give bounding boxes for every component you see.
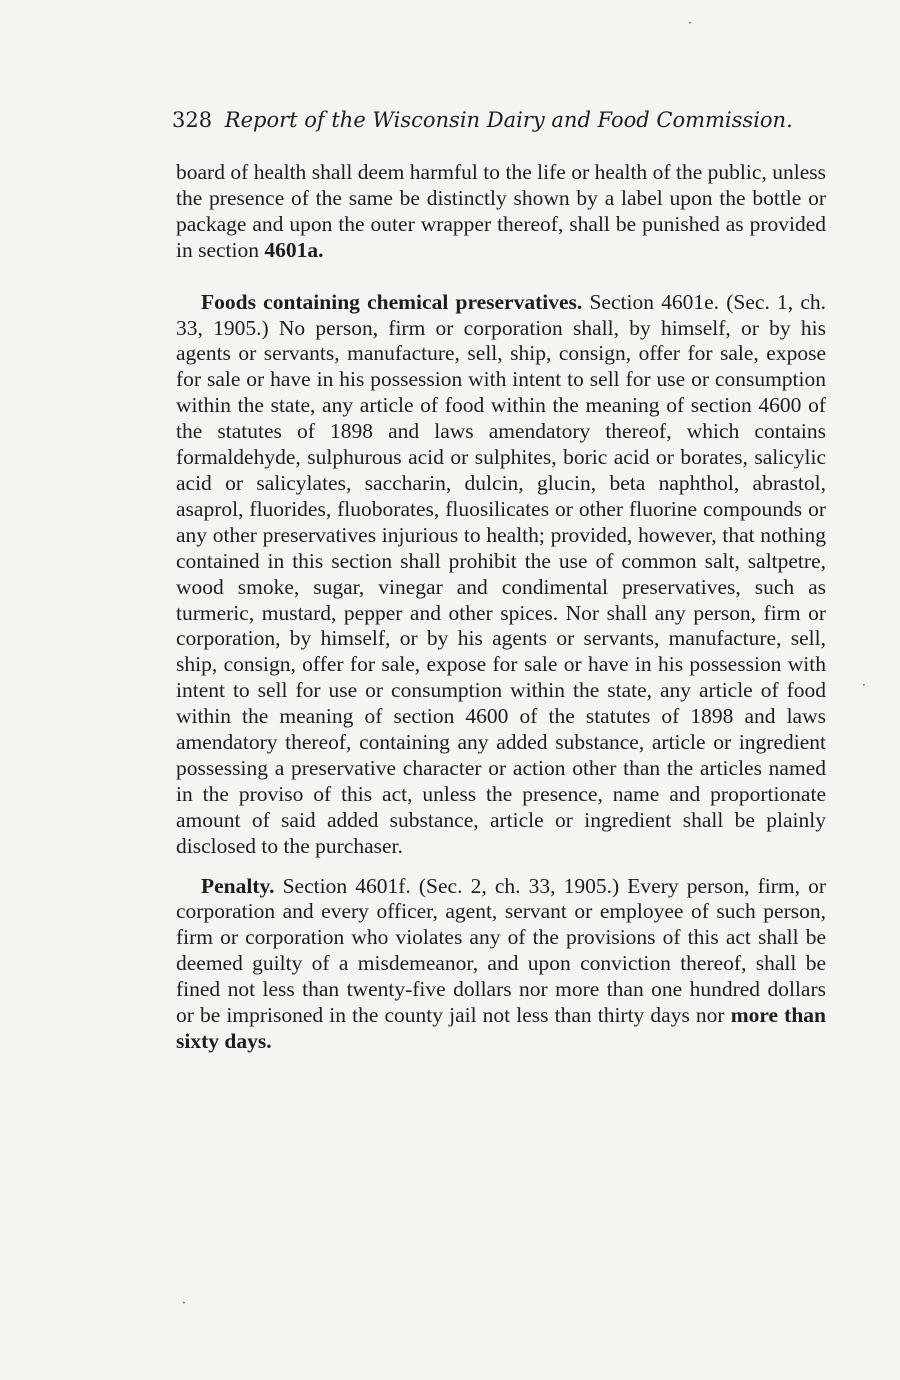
section-heading-penalty: Penalty. bbox=[201, 873, 275, 898]
section-reference: 4601a. bbox=[264, 237, 324, 262]
paragraph-penalty bbox=[176, 874, 826, 1055]
margin-mark: · bbox=[862, 678, 866, 692]
body-text bbox=[176, 160, 826, 1055]
section-heading-preservatives: Foods containing chemical preservatives. bbox=[201, 289, 583, 314]
paragraph-continuation bbox=[176, 160, 826, 264]
paragraph-continuation-text: board of health shall deem harmful to the life or health of the public, unless the presence of the same be distinctly shown by a label upon the bottle or package and upon the outer wrapper thereof, shall be punished as provided in section bbox=[176, 160, 826, 262]
page-number: 328 bbox=[172, 108, 213, 132]
running-head bbox=[172, 106, 812, 134]
scan-speck: · bbox=[688, 16, 692, 30]
penalty-ending: more than sixty days. bbox=[176, 1003, 826, 1053]
section-text-penalty: Section 4601f. (Sec. 2, ch. 33, 1905.) Every person, firm, or corporation and every officer, agent, servant or employee of such person, firm or corporation who violates any of the provisions of this act shall be deemed guilty of a misdemeanor, and upon conviction thereof, shall be fined not less than twenty-five dollars nor more than one hundred dollars or be imprisoned in the county jail not less than thirty days nor bbox=[176, 873, 826, 1028]
paragraph-preservatives bbox=[176, 290, 826, 860]
running-title: Report of the Wisconsin Dairy and Food Commission. bbox=[224, 108, 793, 132]
section-text-preservatives: Section 4601e. (Sec. 1, ch. 33, 1905.) No person, firm or corporation shall, by himself, or by his agents or servants, manufacture, sell, ship, consign, offer for sale, expose for sale or have in his possession with intent to sell for use or consumption within the state, any article of food within the meaning of section 4600 of the statutes of 1898 and laws amendatory thereof, which contains formaldehyde, sulphurous acid or sulphites, boric acid or borates, salicylic acid or salicylates, saccharin, dulcin, glucin, beta naphthol, abrastol, asaprol, fluorides, fluoborates, fluosilicates or other fluorine compounds or any other preservatives injurious to health; provided, however, that nothing contained in this section shall prohibit the use of common salt, saltpetre, wood smoke, sugar, vinegar and condimental preservatives, such as turmeric, mustard, pepper and other spices. Nor shall any person, firm or corporation, by himself, or by his agents or servants, manufacture, sell, ship, consign, offer for sale, expose for sale or have in his possession with intent to sell for use or consumption within the state, any article of food within the meaning of section 4600 of the statutes of 1898 and laws amendatory thereof, containing any added substance, article or ingredient possessing a preservative character or action other than the articles named in the proviso of this act, unless the presence, name and proportionate amount of said added substance, article or ingredient shall be plainly disclosed to the purchaser. bbox=[176, 289, 826, 858]
scan-speck: · bbox=[182, 1296, 186, 1310]
